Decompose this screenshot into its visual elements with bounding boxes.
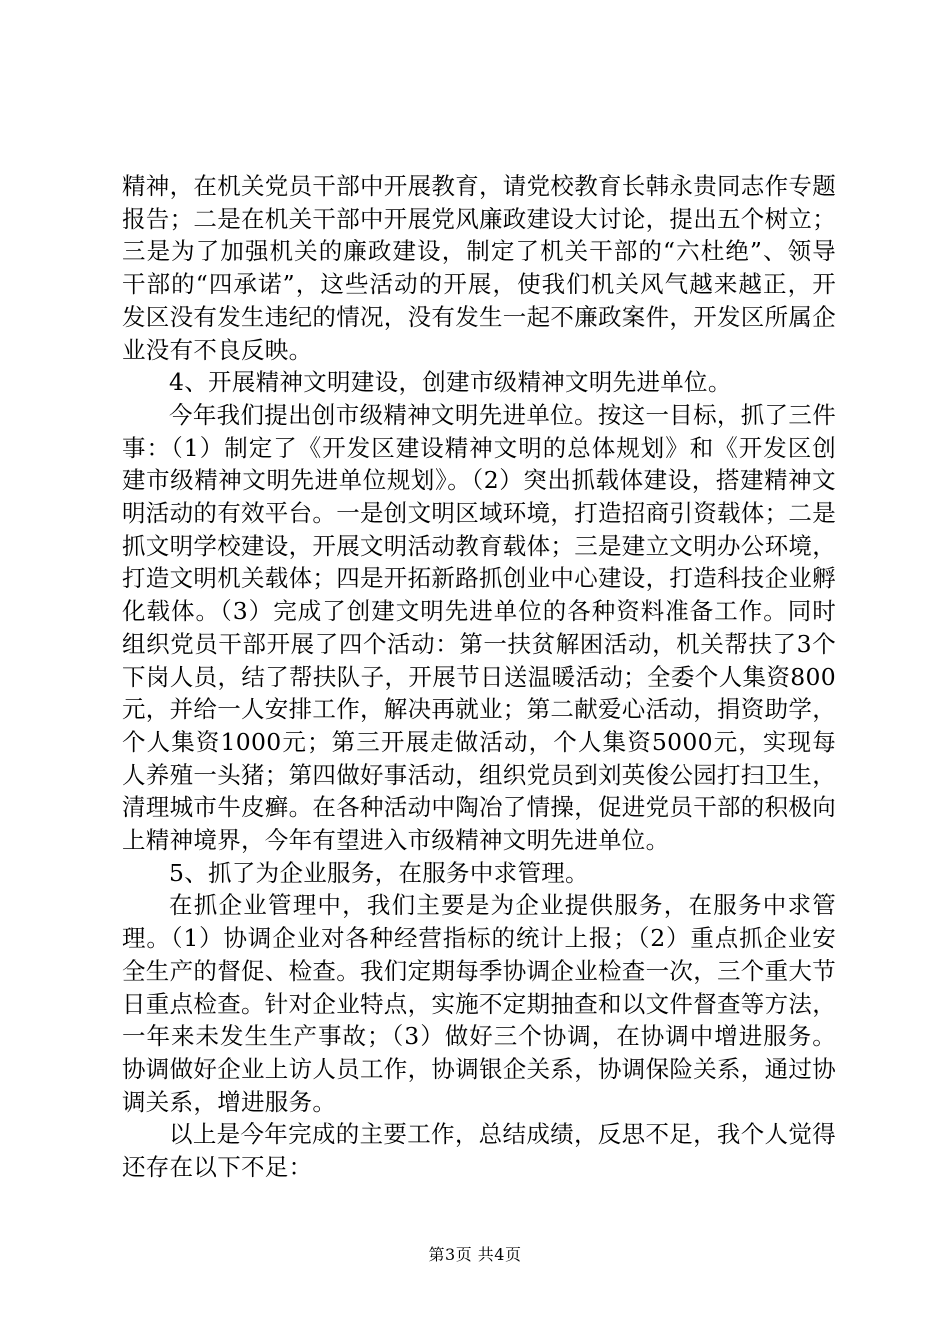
page-number-footer: 第3页 共4页 <box>428 1245 522 1264</box>
paragraph-civilization: 今年我们提出创市级精神文明先进单位。按这一目标，抓了三件事：（1）制定了《开发区建设精神文明的总体规划》和《开发区创建市级精神文明先进单位规划》。（2）突出抓载体建设，搭建精神文明活动的有效平台。一是创文明区域环境，打造招商引资载体；二是抓文明学校建设，开展文明活动教育载体；三是建立文明办公环境，打造文明机关载体；四是开拓新路抓创业中心建设，打造科技企业孵化载体。（3）完成了创建文明先进单位的各种资料准备工作。同时组织党员干部开展了四个活动：第一扶贫解困活动，机关帮扶了3个下岗人员，结了帮扶队子，开展节日送温暖活动；全委个人集资800元，并给一人安排工作，解决再就业；第二献爱心活动，捐资助学，个人集资1000元；第三开展走做活动，个人集资5000元，实现每人养殖一头猪；第四做好事活动，组织党员到刘英俊公园打扫卫生，清理城市牛皮癣。在各种活动中陶冶了情操，促进党员干部的积极向上精神境界，今年有望进入市级精神文明先进单位。 <box>122 400 836 855</box>
section-heading-4: 4、开展精神文明建设，创建市级精神文明先进单位。 <box>169 368 732 397</box>
section-heading-5: 5、抓了为企业服务，在服务中求管理。 <box>169 858 589 887</box>
paragraph-summary: 以上是今年完成的主要工作，总结成绩，反思不足，我个人觉得还存在以下不足： <box>122 1120 836 1182</box>
paragraph-continuation: 精神，在机关党员干部中开展教育，请党校教育长韩永贵同志作专题报告；二是在机关干部中开展党风廉政建设大讨论，提出五个树立；三是为了加强机关的廉政建设，制定了机关干部的“六杜绝”、领导干部的“四承诺”，这些活动的开展，使我们机关风气越来越正，开发区没有发生违纪的情况，没有发生一起不廉政案件，开发区所属企业没有不良反映。 <box>122 172 836 364</box>
document-body <box>122 170 836 1184</box>
paragraph-enterprise-service: 在抓企业管理中，我们主要是为企业提供服务，在服务中求管理。（1）协调企业对各种经营指标的统计上报；（2）重点抓企业安全生产的督促、检查。我们定期每季协调企业检查一次，三个重大节日重点检查。针对企业特点，实施不定期抽查和以文件督查等方法，一年来未发生生产事故；（3）做好三个协调，在协调中增进服务。协调做好企业上访人员工作，协调银企关系，协调保险关系，通过协调关系，增进服务。 <box>122 891 836 1116</box>
